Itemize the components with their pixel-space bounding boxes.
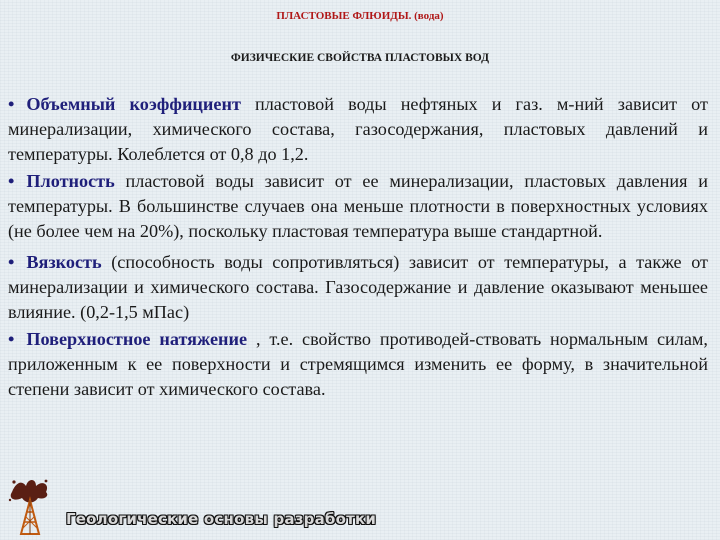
section-title: ФИЗИЧЕСКИЕ СВОЙСТВА ПЛАСТОВЫХ ВОД — [230, 52, 490, 64]
content-body — [8, 92, 708, 404]
oil-derrick-gusher-icon — [8, 478, 52, 536]
footer-text: Геологические основы разработки — [66, 510, 377, 528]
bullet-icon: • — [8, 94, 15, 114]
text-viscosity: (способность воды сопротивляться) зависит от температуры, а также от минерализации и химического состава. Газосодержание и давление оказывают меньшее влияние. (0,2-1,5 мПас) — [8, 252, 708, 322]
text-density: пластовой воды зависит от ее минерализации, пластовых давления и температуры. В большинстве случаев она меньше плотности в поверхностных условиях (не более чем на 20%), поскольку пластовая температура выше стандартной. — [8, 171, 708, 241]
text-volume-factor: пластовой воды нефтяных и газ. м-ний зависит от минерализации, химического состава, газосодержания, пластовых давлений и температуры. Колеблется от 0,8 до 1,2. — [8, 94, 708, 164]
term-density: Плотность — [26, 171, 115, 191]
list-item-density — [8, 169, 708, 244]
term-viscosity: Вязкость — [26, 252, 102, 272]
list-item-viscosity — [8, 250, 708, 325]
list-item-volume-factor — [8, 92, 708, 167]
text-surface-tension: , т.е. свойство противодей-ствовать нормальным силам, приложенным к ее поверхности и стремящимся изменить ее форму, в значительной степени зависит от химического состава. — [8, 329, 708, 399]
list-item-surface-tension — [8, 327, 708, 402]
bullet-icon: • — [8, 252, 15, 272]
term-surface-tension: Поверхностное натяжение — [26, 329, 248, 349]
bullet-icon: • — [8, 329, 15, 349]
header-title: ПЛАСТОВЫЕ ФЛЮИДЫ. (вода) — [276, 10, 444, 22]
bullet-icon: • — [8, 171, 15, 191]
term-volume-factor: Объемный коэффициент — [26, 94, 241, 114]
